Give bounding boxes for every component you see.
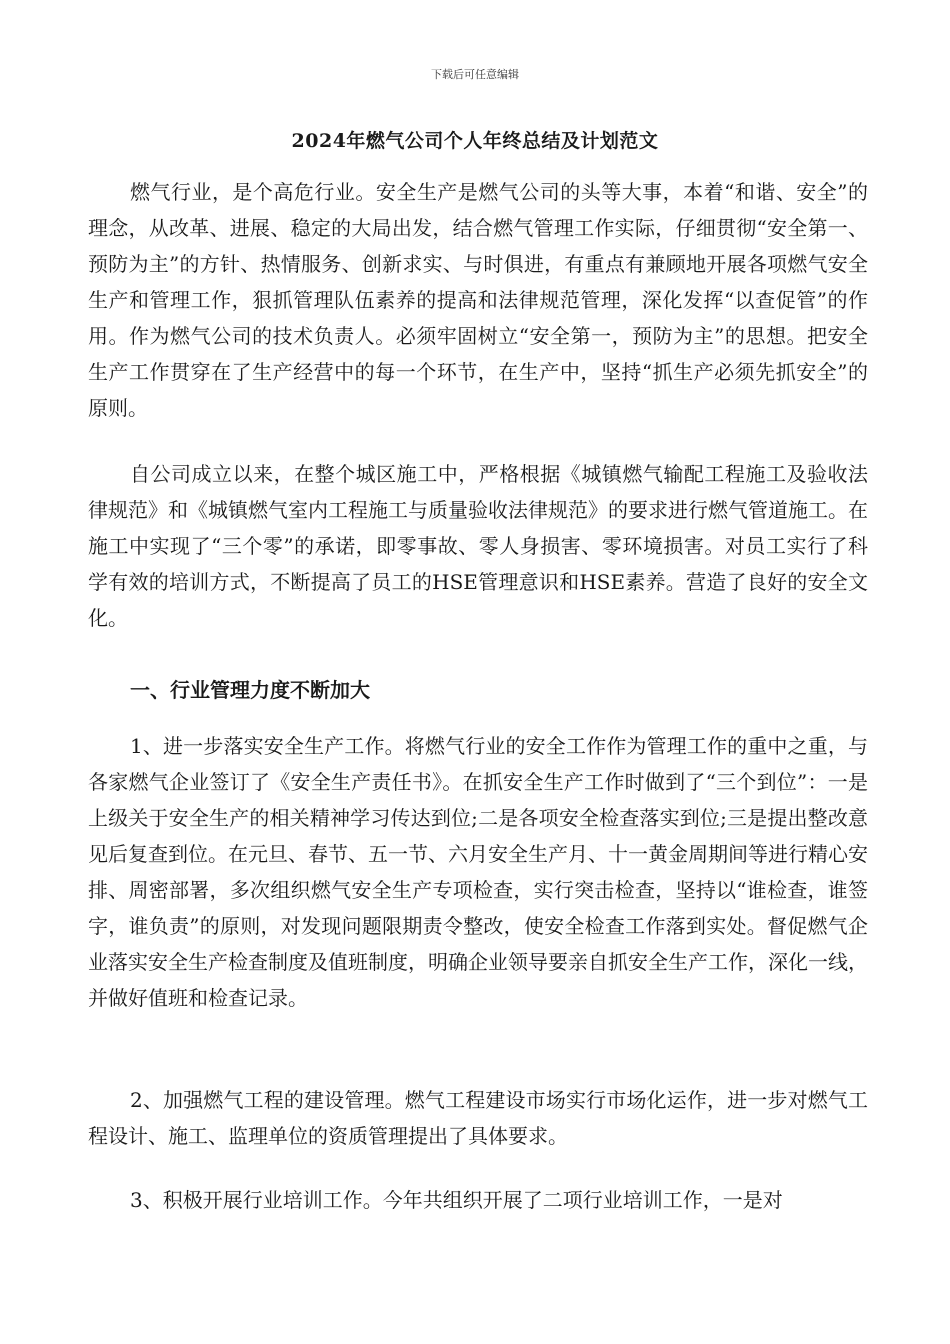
- paragraph-item-2: 2、加强燃气工程的建设管理。燃气工程建设市场实行市场化运作，进一步对燃气工程设计、施工、监理单位的资质管理提出了具体要求。: [88, 1088, 868, 1148]
- paragraph-item2-block: [88, 1082, 868, 1154]
- paragraph-item3-block: [88, 1182, 868, 1218]
- paragraph-item-1: 1、进一步落实安全生产工作。将燃气行业的安全工作作为管理工作的重中之重，与各家燃气企业签订了《安全生产责任书》。在抓安全生产工作时做到了“三个到位”：一是上级关于安全生产的相关精神学习传达到位;二是各项安全检查落实到位;三是提出整改意见后复查到位。在元旦、春节、五一节、六月安全生产月、十一黄金周期间等进行精心安排、周密部署，多次组织燃气安全生产专项检查，实行突击检查，坚持以“谁检查，谁签字，谁负责”的原则，对发现问题限期责令整改，使安全检查工作落到实处。督促燃气企业落实安全生产检查制度及值班制度，明确企业领导要亲自抓安全生产工作，深化一线，并做好值班和检查记录。: [88, 734, 868, 1010]
- paragraph-intro: 燃气行业，是个高危行业。安全生产是燃气公司的头等大事，本着“和谐、安全”的理念，从改革、进展、稳定的大局出发，结合燃气管理工作实际，仔细贯彻“安全第一、预防为主”的方针、热情服务、创新求实、与时俱进，有重点有兼顾地开展各项燃气安全生产和管理工作，狠抓管理队伍素养的提高和法律规范管理，深化发挥“以查促管”的作用。作为燃气公司的技术负责人。必须牢固树立“安全第一，预防为主”的思想。把安全生产工作贯穿在了生产经营中的每一个环节，在生产中，坚持“抓生产必须先抓安全”的原则。: [88, 180, 868, 420]
- section-heading: 一、行业管理力度不断加大: [130, 678, 370, 702]
- header-note: 下载后可任意编辑: [431, 68, 519, 81]
- paragraph-since-founding-block: [88, 456, 868, 636]
- document-title: 2024年燃气公司个人年终总结及计划范文: [291, 130, 659, 152]
- paragraph-item-3: 3、积极开展行业培训工作。今年共组织开展了二项行业培训工作，一是对: [130, 1188, 783, 1212]
- paragraph-intro-block: [88, 174, 868, 426]
- paragraph-item1-block: [88, 728, 868, 1016]
- paragraph-since-founding: 自公司成立以来，在整个城区施工中，严格根据《城镇燃气输配工程施工及验收法律规范》和《城镇燃气室内工程施工与质量验收法律规范》的要求进行燃气管道施工。在施工中实现了“三个零”的承诺，即零事故、零人身损害、零环境损害。对员工实行了科学有效的培训方式，不断提高了员工的HSE管理意识和HSE素养。营造了良好的安全文化。: [88, 462, 868, 630]
